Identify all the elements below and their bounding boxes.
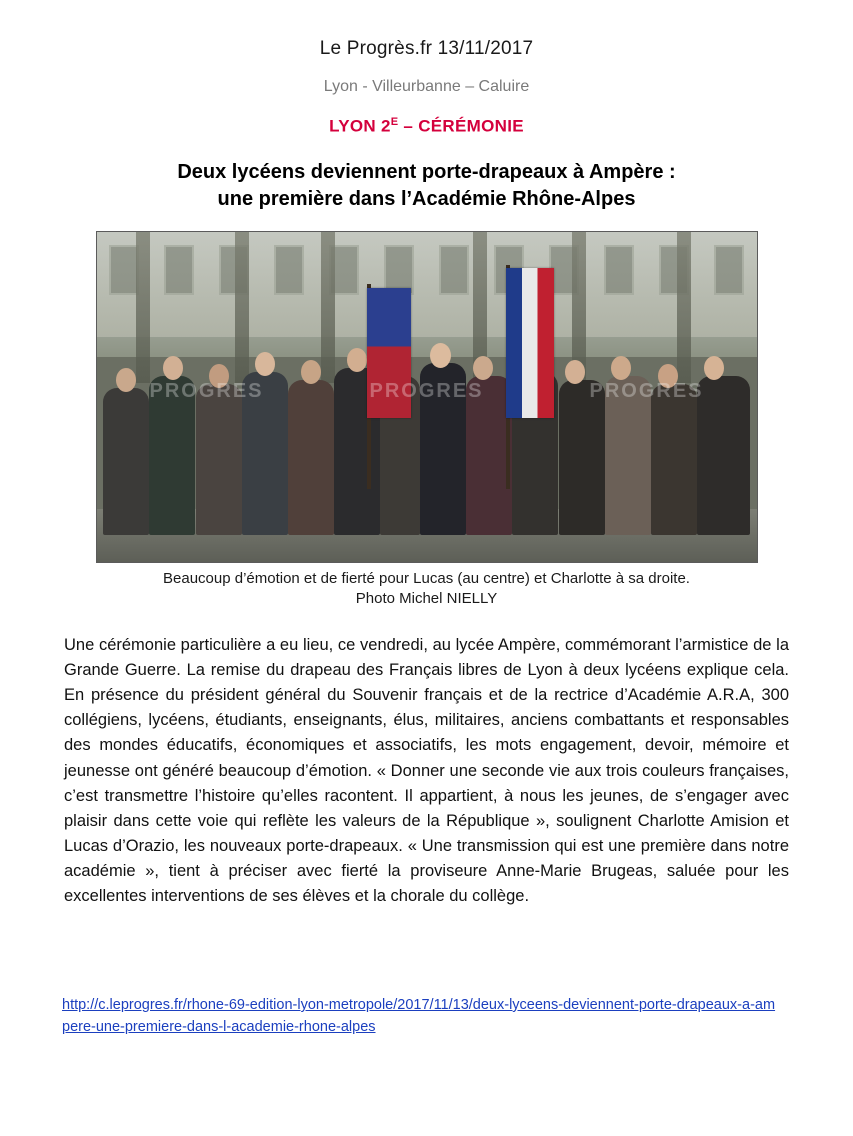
photo-caption-credit: Photo Michel NIELLY (355, 589, 498, 607)
source-url-link[interactable]: http://c.leprogres.fr/rhone-69-edition-lyon-metropole/2017/11/13/deux-lyceens-deviennent-porte-drapeaux-a-ampere-une-premiere-dans-l-academie-rhone-alpes (62, 997, 776, 1035)
page-title (62, 159, 791, 213)
article-photo-wrap (62, 231, 791, 563)
article-body: Une cérémonie particulière a eu lieu, ce vendredi, au lycée Ampère, commémorant l’armistice de la Grande Guerre. La remise du drapeau des Français libres de Lyon à deux lycéens explique cela. En présence du président général du Souvenir français et de la rectrice d’Académie A.R.A, 300 collégiens, lycéens, étudiants, enseignants, élus, militaires, anciens combattants et responsables des mondes éducatifs, économiques et associatifs, les mots engagement, devoir, mémoire et jeunesse ont généré beaucoup d’émotion. « Donner une seconde vie aux trois couleurs françaises, c’est transmettre l’histoire qu’elles racontent. Il appartient, à nous les jeunes, de s’engager avec plaisir dans cette voie qui reflète les valeurs de la République », soulignent Charlotte Amision et Lucas d’Orazio, les nouveaux porte-drapeaux. « Une transmission qui est une première dans notre académie », tient à préciser avec fierté la proviseure Anne-Marie Brugeas, saluée pour les excellentes interventions de ses élèves et la chorale du collège. (64, 636, 789, 905)
kicker-suffix: – CÉRÉMONIE (398, 116, 524, 136)
photo-watermark: PROGRES PROGRES PROGRES (149, 380, 704, 403)
photo-caption-line-1: Beaucoup d’émotion et de fierté pour Lucas (au centre) et Charlotte à sa droite. (163, 569, 690, 587)
headline-line-2: une première dans l’Académie Rhône-Alpes (217, 187, 636, 210)
article-photo (96, 231, 758, 563)
source-url[interactable] (62, 995, 782, 1039)
photo-caption (62, 569, 791, 610)
photo-flag-left (367, 288, 411, 418)
source-line: Le Progrès.fr 13/11/2017 (319, 38, 534, 59)
photo-crowd (97, 331, 757, 536)
headline-line-1: Deux lycéens deviennent porte-drapeaux à Ampère : (177, 160, 676, 183)
locality-line: Lyon - Villeurbanne – Caluire (323, 78, 530, 95)
photo-flag-right (506, 268, 554, 418)
section-kicker (62, 116, 791, 137)
kicker-prefix: LYON 2 (329, 116, 391, 136)
kicker-superscript: E (390, 116, 399, 128)
